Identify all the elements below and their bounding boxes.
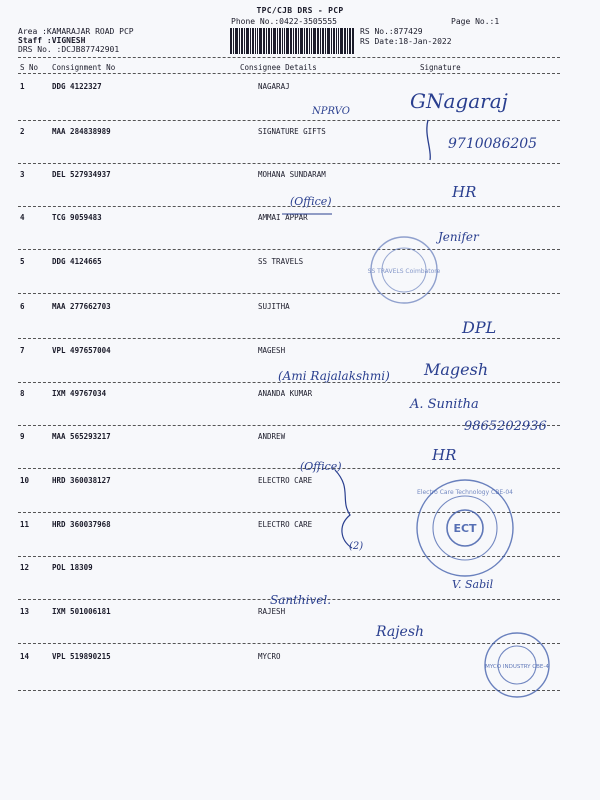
rs-number: RS No.:877429 [360,27,423,36]
row-consignment-number: IXM 49767034 [52,389,107,398]
row-consignment-number: HRD 360038127 [52,476,111,485]
col-header-consignee: Consignee Details [240,63,317,72]
row-consignment-number: DDG 4122327 [52,82,102,91]
col-header-signature: Signature [420,63,461,72]
row-consignee-name: RAJESH [258,607,286,616]
row-consignment-number: TCG 9059483 [52,213,102,222]
row-serial-number: 6 [20,302,25,311]
row-serial-number: 7 [20,346,25,355]
note-row-4: (Office) [290,195,332,208]
staff-label: Staff :VIGNESH [18,36,86,45]
row-consignment-number: VPL 497657004 [52,346,111,355]
row-consignee-name: MOHANA SUNDARAM [258,170,326,179]
row-consignment-number: VPL 519890215 [52,652,111,661]
row-consignee-name: ELECTRO CARE [258,476,313,485]
row-serial-number: 12 [20,563,30,572]
row-serial-number: 4 [20,213,25,222]
row-consignment-number: MAA 277662703 [52,302,111,311]
note-row-12: Santhivel. [270,593,332,607]
row-consignment-number: DDG 4124665 [52,257,102,266]
signature-row-6: DPL [462,318,497,337]
signature-row-12: V. Sabil [452,578,494,591]
row-consignment-number: MAA 565293217 [52,432,111,441]
row-serial-number: 9 [20,432,25,441]
row-serial-number: 8 [20,389,25,398]
row-consignment-number: HRD 360037968 [52,520,111,529]
note-row-1: NPRVO [312,106,350,117]
rs-date: RS Date:18-Jan-2022 [360,37,452,46]
signature-row-11: (2) [349,541,364,552]
note-row-7: (Ami Rajalakshmi) [278,369,390,383]
row-serial-number: 11 [20,520,30,529]
phone-number: Phone No.:0422-3505555 [231,17,337,26]
area-label: Area :KAMARAJAR ROAD PCP [18,27,134,36]
row-consignee-name: SIGNATURE GIFTS [258,127,326,136]
col-header-sno: S No [20,63,39,72]
row-serial-number: 1 [20,82,25,91]
row-consignee-name: ELECTRO CARE [258,520,313,529]
row-consignee-name: AMMAI APPAR [258,213,308,222]
signature-row-3: HR [452,183,477,201]
signature-row-8: A. Sunitha [410,397,479,412]
row-serial-number: 5 [20,257,25,266]
ss-travels-stamp-text: SS TRAVELS Coimbatore [367,268,441,275]
note-row-10: (Office) [300,460,342,473]
row-consignee-name: MAGESH [258,346,286,355]
mycro-stamp [485,633,549,697]
mycro-stamp-ring: MYCO INDUSTRY CBE-4 [485,664,549,670]
row-consignee-name: MYCRO [258,652,281,661]
ect-stamp [417,480,513,576]
row-consignment-number: IXM 501006181 [52,607,111,616]
page-number: Page No.:1 [451,17,500,26]
phone-row-8: 9865202936 [464,419,547,434]
row-serial-number: 2 [20,127,25,136]
col-header-consignment: Consignment No [52,63,116,72]
ect-stamp-center: ECT [453,522,477,535]
signature-row-1: GNagaraj [410,89,508,113]
signature-row-7: Magesh [424,360,489,379]
row-consignee-name: NAGARAJ [258,82,290,91]
row-consignee-name: SUJITHA [258,302,290,311]
signature-row-4: Jenifer [438,230,479,244]
ss-travels-stamp [368,237,441,303]
ect-stamp-ring: Electro Care Technology CBE-04 [417,489,513,496]
row-consignee-name: SS TRAVELS [258,257,304,266]
row-serial-number: 13 [20,607,30,616]
phone-row-2: 9710086205 [448,136,538,152]
row-consignee-name: ANANDA KUMAR [258,389,313,398]
row-consignee-name: ANDREW [258,432,286,441]
signature-row-13: Rajesh [376,624,425,640]
row-serial-number: 3 [20,170,25,179]
row-consignment-number: POL 18309 [52,563,93,572]
row-serial-number: 14 [20,652,30,661]
document-title: TPC/CJB DRS - PCP [256,6,344,15]
signature-row-9: HR [432,446,457,464]
drs-number: DRS No. :DCJB87742901 [18,45,120,54]
row-consignment-number: MAA 284838989 [52,127,111,136]
row-serial-number: 10 [20,476,30,485]
row-consignment-number: DEL 527934937 [52,170,111,179]
